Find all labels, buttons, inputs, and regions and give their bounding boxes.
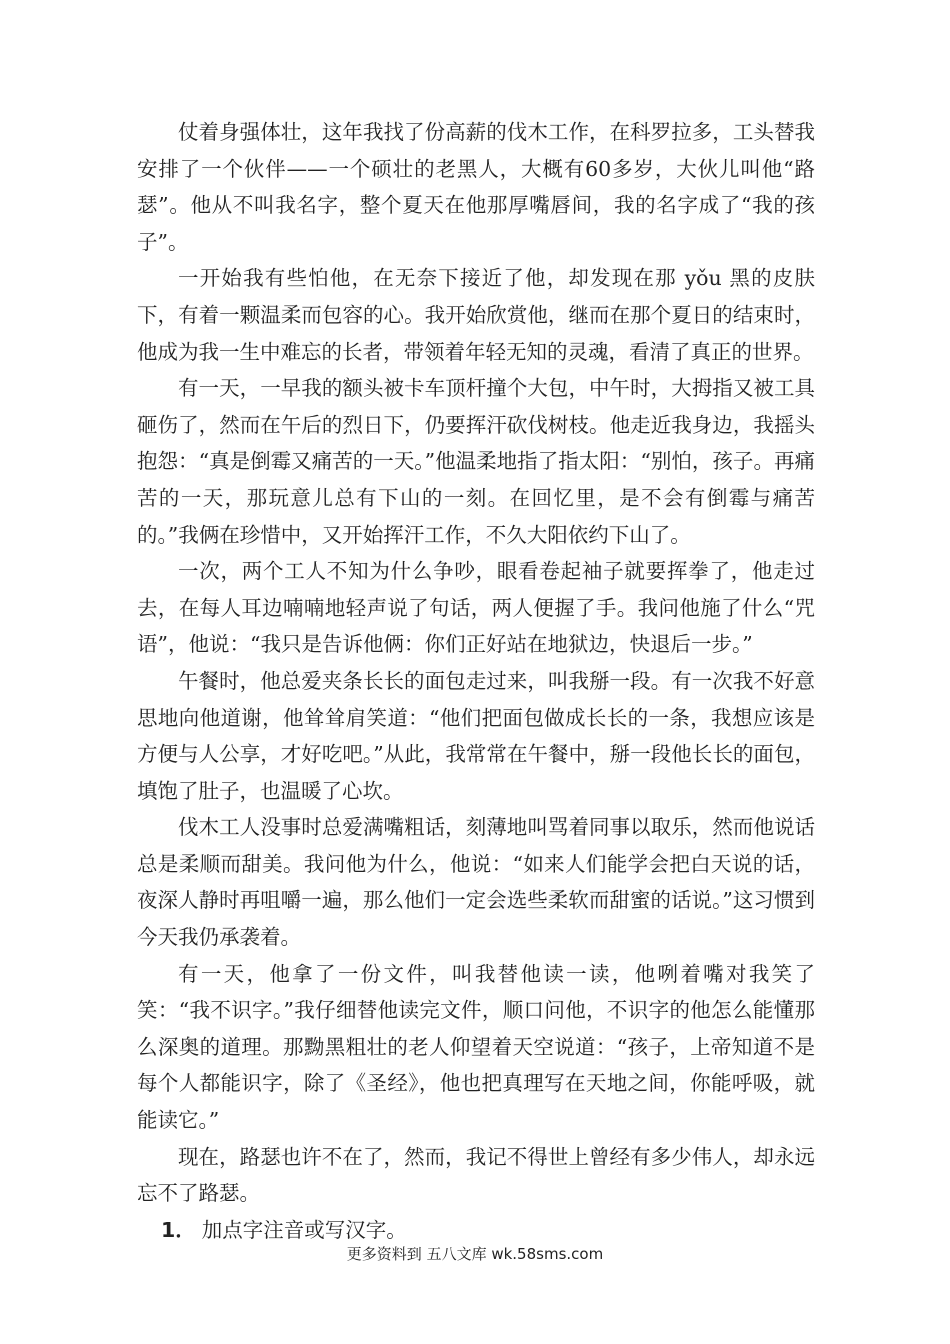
question-text: 加点字注音或写汉字。 [201,1217,407,1242]
paragraph-4: 一次，两个工人不知为什么争吵，眼看卷起袖子就要挥拳了，他走过去，在每人耳边喃喃地轻声说了句话，两人便握了手。我问他施了什么“咒语”，他说：“我只是告诉他俩：你们正好站在地狱边，快退后一步。” [137,559,815,657]
paragraph-8: 现在，路瑟也许不在了，然而，我记不得世上曾经有多少伟人，却永远忘不了路瑟。 [137,1144,815,1206]
paragraph-7: 有一天，他拿了一份文件，叫我替他读一读，他咧着嘴对我笑了笑：“我不识字。”我仔细替他读完文件，顺口问他，不识字的他怎么能懂那么深奥的道理。那黝黑粗壮的老人仰望着天空说道：“孩子，上帝知道不是每个人都能识字，除了《圣经》，他也把真理写在天地之间，你能呼吸，就能读它。” [137,961,815,1133]
paragraph-2: 一开始我有些怕他，在无奈下接近了他，却发现在那 yǒu 黑的皮肤下，有着一颗温柔而包容的心。我开始欣赏他，继而在那个夏日的结束时，他成为我一生中难忘的长者，带领着年轻无知的灵魂，看清了真正的世界。 [137,266,815,364]
paragraph-6: 伐木工人没事时总爱满嘴粗话，刻薄地叫骂着同事以取乐，然而他说话总是柔顺而甜美。我问他为什么，他说：“如来人们能学会把白天说的话，夜深人静时再咀嚼一遍，那么他们一定会选些柔软而甜蜜的话说。”这习惯到今天我仍承袭着。 [137,815,815,950]
paragraph-5: 午餐时，他总爱夹条长长的面包走过来，叫我掰一段。有一次我不好意思地向他道谢，他耸耸肩笑道：“他们把面包做成长长的一条，我想应该是方便与人公享，才好吃吧。”从此，我常常在午餐中，掰一段他长长的面包，填饱了肚子，也温暖了心坎。 [137,668,815,803]
paragraph-3: 有一天，一早我的额头被卡车顶杆撞个大包，中午时，大拇指又被工具砸伤了，然而在午后的烈日下，仍要挥汗砍伐树枝。他走近我身边，我摇头抱怨：“真是倒霉又痛苦的一天。”他温柔地指了指太阳：“别怕，孩子。再痛苦的一天，那玩意儿总有下山的一刻。在回忆里，是不会有倒霉与痛苦的。”我俩在珍惜中，又开始挥汗工作，不久大阳依约下山了。 [137,376,815,547]
page-footer: 更多资料到 五八文库 wk.58sms.com [346,1245,604,1263]
paragraph-1: 仗着身强体壮，这年我找了份高薪的伐木工作，在科罗拉多，工头替我安排了一个伙伴——一个硕壮的老黑人，大概有60多岁，大伙儿叫他“路瑟”。他从不叫我名字，整个夏天在他那厚嘴唇间，我的名字成了“我的孩子”。 [137,120,815,254]
article-body [137,114,815,1248]
question-number: 1． [161,1217,196,1242]
